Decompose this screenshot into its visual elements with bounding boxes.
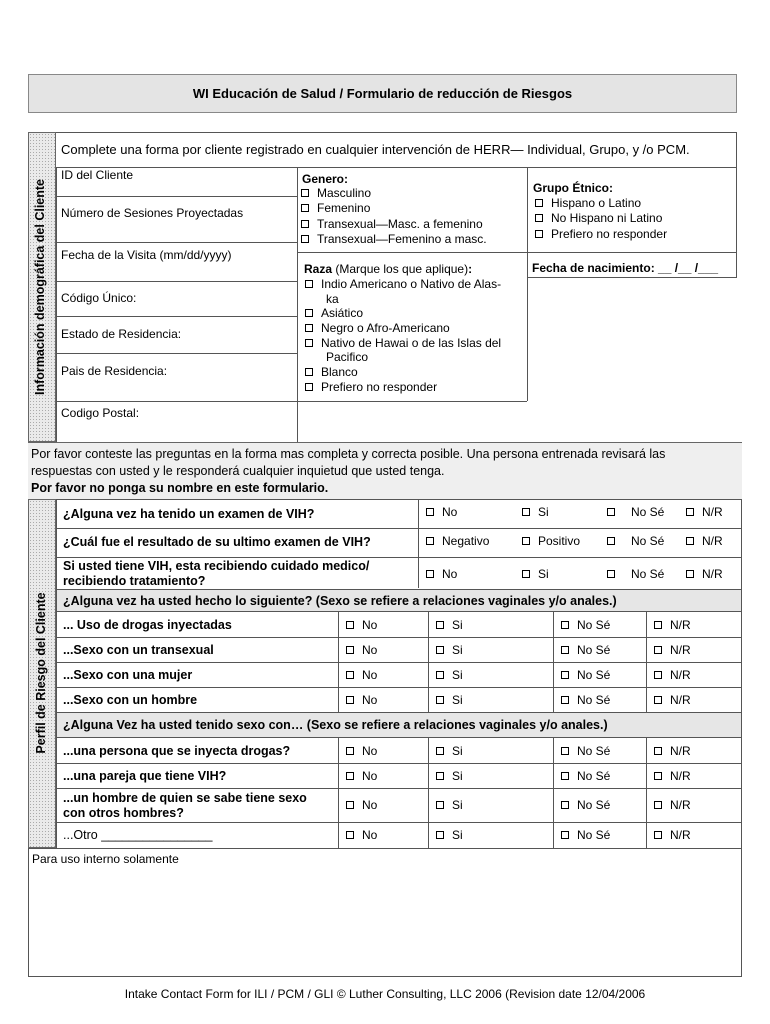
checkbox-icon[interactable]	[654, 621, 662, 629]
behavior-question: ...una persona que se inyecta drogas?	[63, 743, 291, 758]
birth-date-field[interactable]: Fecha de nacimiento: __ /__ /___	[532, 261, 719, 275]
checkbox-icon[interactable]	[436, 646, 444, 654]
race-option[interactable]: Negro o Afro-Americano	[305, 321, 450, 335]
answer-option[interactable]: No Sé	[607, 534, 664, 548]
answer-option[interactable]: No Sé	[561, 643, 610, 657]
answer-option[interactable]: N/R	[686, 505, 723, 519]
form-title: WI Educación de Salud / Formulario de reducción de Riesgos	[28, 74, 737, 113]
checkbox-icon[interactable]	[436, 696, 444, 704]
race-label: Raza (Marque los que aplique):	[304, 262, 473, 276]
answer-option[interactable]: Positivo	[522, 534, 580, 548]
checkbox-icon[interactable]	[305, 339, 313, 347]
answer-option[interactable]: No	[346, 643, 377, 657]
question-hiv-result: ¿Cuál fue el resultado de su ultimo examen de VIH?	[63, 535, 371, 549]
checkbox-icon[interactable]	[607, 537, 615, 545]
checkbox-icon[interactable]	[522, 508, 530, 516]
race-option-continued: ka	[326, 292, 339, 306]
checkbox-icon[interactable]	[301, 189, 309, 197]
sessions-field[interactable]: Número de Sesiones Proyectadas	[61, 206, 244, 220]
footer-text: Intake Contact Form for ILI / PCM / GLI © Luther Consulting, LLC 2006 (Revision date 12/04/2006	[124, 987, 646, 1001]
checkbox-icon[interactable]	[654, 801, 662, 809]
behavior-question: ...Sexo con una mujer	[63, 667, 193, 682]
client-id-field[interactable]: ID del Cliente	[61, 168, 134, 182]
answer-option[interactable]: N/R	[654, 744, 691, 758]
answer-option[interactable]: No	[346, 828, 377, 842]
postal-code-field[interactable]: Codigo Postal:	[61, 406, 140, 420]
checkbox-icon[interactable]	[436, 671, 444, 679]
checkbox-icon[interactable]	[301, 204, 309, 212]
answer-option[interactable]: No Sé	[607, 567, 664, 581]
state-field[interactable]: Estado de Residencia:	[61, 327, 182, 341]
answer-option[interactable]: N/R	[686, 567, 723, 581]
checkbox-icon[interactable]	[654, 646, 662, 654]
checkbox-icon[interactable]	[561, 772, 569, 780]
behavior-question: ...un hombre de quien se sabe tiene sexo	[63, 791, 307, 805]
answer-option[interactable]: No	[346, 618, 377, 632]
checkbox-icon[interactable]	[346, 696, 354, 704]
checkbox-icon[interactable]	[654, 772, 662, 780]
checkbox-icon[interactable]	[535, 199, 543, 207]
answer-option[interactable]: Si	[436, 769, 463, 783]
country-field[interactable]: Pais de Residencia:	[61, 364, 168, 378]
answer-option[interactable]: Si	[436, 693, 463, 707]
question-hiv-test: ¿Alguna vez ha tenido un examen de VIH?	[63, 507, 315, 521]
question-hiv-care-1: Si usted tiene VIH, esta recibiendo cuidado medico/	[63, 559, 370, 573]
behavior-question: ...Sexo con un hombre	[63, 692, 198, 707]
checkbox-icon[interactable]	[561, 801, 569, 809]
answer-option[interactable]: N/R	[654, 798, 691, 812]
checkbox-icon[interactable]	[561, 831, 569, 839]
answer-option[interactable]: Si	[436, 828, 463, 842]
checkbox-icon[interactable]	[686, 570, 694, 578]
behavior-question: con otros hombres?	[63, 806, 184, 820]
checkbox-icon[interactable]	[346, 831, 354, 839]
race-option[interactable]: Asiático	[305, 306, 363, 320]
checkbox-icon[interactable]	[305, 383, 313, 391]
answer-option[interactable]: No Sé	[561, 618, 610, 632]
checkbox-icon[interactable]	[607, 570, 615, 578]
race-option-continued: Pacifico	[326, 350, 369, 364]
race-option[interactable]: Indio Americano o Nativo de Alas-	[305, 277, 501, 291]
race-option[interactable]: Nativo de Hawai o de las Islas del	[305, 336, 501, 350]
answer-option[interactable]: No	[426, 567, 457, 581]
checkbox-icon[interactable]	[561, 646, 569, 654]
checkbox-icon[interactable]	[686, 508, 694, 516]
risk-side-label: Perfil de Riesgo del Cliente	[34, 592, 48, 754]
race-option[interactable]: Prefiero no responder	[305, 380, 437, 394]
checkbox-icon[interactable]	[535, 230, 543, 238]
checkbox-icon[interactable]	[561, 621, 569, 629]
risk-intro-line1: Por favor conteste las preguntas en la forma mas completa y correcta posible. Una persona entrenada revisará las	[31, 447, 666, 461]
behavior-question: ...una pareja que tiene VIH?	[63, 768, 227, 783]
behavior-question: ... Uso de drogas inyectadas	[63, 617, 232, 632]
answer-option[interactable]: No Sé	[561, 668, 610, 682]
gender-option[interactable]: Femenino	[301, 201, 370, 215]
answer-option[interactable]: N/R	[654, 643, 691, 657]
checkbox-icon[interactable]	[346, 621, 354, 629]
checkbox-icon[interactable]	[305, 309, 313, 317]
checkbox-icon[interactable]	[436, 801, 444, 809]
checkbox-icon[interactable]	[436, 747, 444, 755]
answer-option[interactable]: Si	[436, 618, 463, 632]
ethnic-option[interactable]: Prefiero no responder	[535, 227, 667, 241]
answer-option[interactable]: N/R	[654, 828, 691, 842]
checkbox-icon[interactable]	[305, 368, 313, 376]
ethnic-label: Grupo Étnico:	[533, 181, 613, 195]
answer-option[interactable]: No Sé	[607, 505, 664, 519]
checkbox-icon[interactable]	[305, 280, 313, 288]
checkbox-icon[interactable]	[346, 747, 354, 755]
checkbox-icon[interactable]	[301, 235, 309, 243]
visit-date-field[interactable]: Fecha de la Visita (mm/dd/yyyy)	[61, 248, 232, 262]
checkbox-icon[interactable]	[436, 772, 444, 780]
race-option[interactable]: Blanco	[305, 365, 358, 379]
answer-option[interactable]: No	[346, 744, 377, 758]
internal-use-box	[28, 848, 742, 977]
answer-option[interactable]: Si	[436, 668, 463, 682]
checkbox-icon[interactable]	[561, 671, 569, 679]
checkbox-icon[interactable]	[561, 696, 569, 704]
checkbox-icon[interactable]	[436, 831, 444, 839]
answer-option[interactable]: N/R	[686, 534, 723, 548]
answer-option[interactable]: No Sé	[561, 828, 610, 842]
gender-option[interactable]: Masculino	[301, 186, 371, 200]
checkbox-icon[interactable]	[654, 831, 662, 839]
checkbox-icon[interactable]	[426, 537, 434, 545]
behavior-question: ...Otro ________________	[63, 828, 213, 842]
answer-option[interactable]: N/R	[654, 668, 691, 682]
checkbox-icon[interactable]	[346, 801, 354, 809]
gender-option[interactable]: Transexual—Femenino a masc.	[301, 232, 487, 246]
ethnic-option[interactable]: No Hispano ni Latino	[535, 211, 662, 225]
checkbox-icon[interactable]	[346, 646, 354, 654]
checkbox-icon[interactable]	[301, 220, 309, 228]
behavior-question: ...Sexo con un transexual	[63, 642, 214, 657]
checkbox-icon[interactable]	[305, 324, 313, 332]
answer-option[interactable]: N/R	[654, 769, 691, 783]
checkbox-icon[interactable]	[426, 570, 434, 578]
checkbox-icon[interactable]	[436, 621, 444, 629]
risk-intro-line2: respuestas con usted y le responderá cualquier inquietud que usted tenga.	[31, 464, 445, 478]
checkbox-icon[interactable]	[654, 696, 662, 704]
question-hiv-care-2: recibiendo tratamiento?	[63, 574, 206, 588]
risk-header-2: ¿Alguna Vez ha usted tenido sexo con… (Sexo se refiere a relaciones vaginales y/o anales.)	[57, 712, 741, 738]
risk-header-1: ¿Alguna vez ha usted hecho lo siguiente? (Sexo se refiere a relaciones vaginales y/o anales.)	[57, 589, 741, 612]
checkbox-icon[interactable]	[561, 747, 569, 755]
answer-option[interactable]: Si	[436, 798, 463, 812]
answer-option[interactable]: No	[426, 505, 457, 519]
unique-code-field[interactable]: Código Único:	[61, 291, 137, 305]
risk-intro-bold: Por favor no ponga su nombre en este formulario.	[31, 481, 329, 495]
checkbox-icon[interactable]	[535, 214, 543, 222]
answer-option[interactable]: Si	[436, 744, 463, 758]
checkbox-icon[interactable]	[522, 570, 530, 578]
answer-option[interactable]: Negativo	[426, 534, 489, 548]
answer-option[interactable]: No	[346, 693, 377, 707]
gender-label: Genero:	[302, 172, 349, 186]
answer-option[interactable]: N/R	[654, 693, 691, 707]
checkbox-icon[interactable]	[522, 537, 530, 545]
internal-use-label: Para uso interno solamente	[32, 852, 179, 866]
answer-option[interactable]: No Sé	[561, 798, 610, 812]
answer-option[interactable]: N/R	[654, 618, 691, 632]
answer-option[interactable]: No	[346, 769, 377, 783]
checkbox-icon[interactable]	[607, 508, 615, 516]
demographics-side-label: Información demográfica del Cliente	[33, 179, 47, 396]
ethnic-option[interactable]: Hispano o Latino	[535, 196, 641, 210]
checkbox-icon[interactable]	[654, 671, 662, 679]
answer-option[interactable]: No Sé	[561, 744, 610, 758]
checkbox-icon[interactable]	[654, 747, 662, 755]
checkbox-icon[interactable]	[426, 508, 434, 516]
checkbox-icon[interactable]	[346, 671, 354, 679]
answer-option[interactable]: Si	[522, 567, 549, 581]
checkbox-icon[interactable]	[686, 537, 694, 545]
demographics-instruction: Complete una forma por cliente registrado en cualquier intervención de HERR— Individual, Grupo, y /o PCM.	[61, 142, 690, 157]
gender-option[interactable]: Transexual—Masc. a femenino	[301, 217, 483, 231]
checkbox-icon[interactable]	[346, 772, 354, 780]
answer-option[interactable]: No	[346, 668, 377, 682]
answer-option[interactable]: No	[346, 798, 377, 812]
answer-option[interactable]: Si	[436, 643, 463, 657]
answer-option[interactable]: Si	[522, 505, 549, 519]
answer-option[interactable]: No Sé	[561, 769, 610, 783]
answer-option[interactable]: No Sé	[561, 693, 610, 707]
